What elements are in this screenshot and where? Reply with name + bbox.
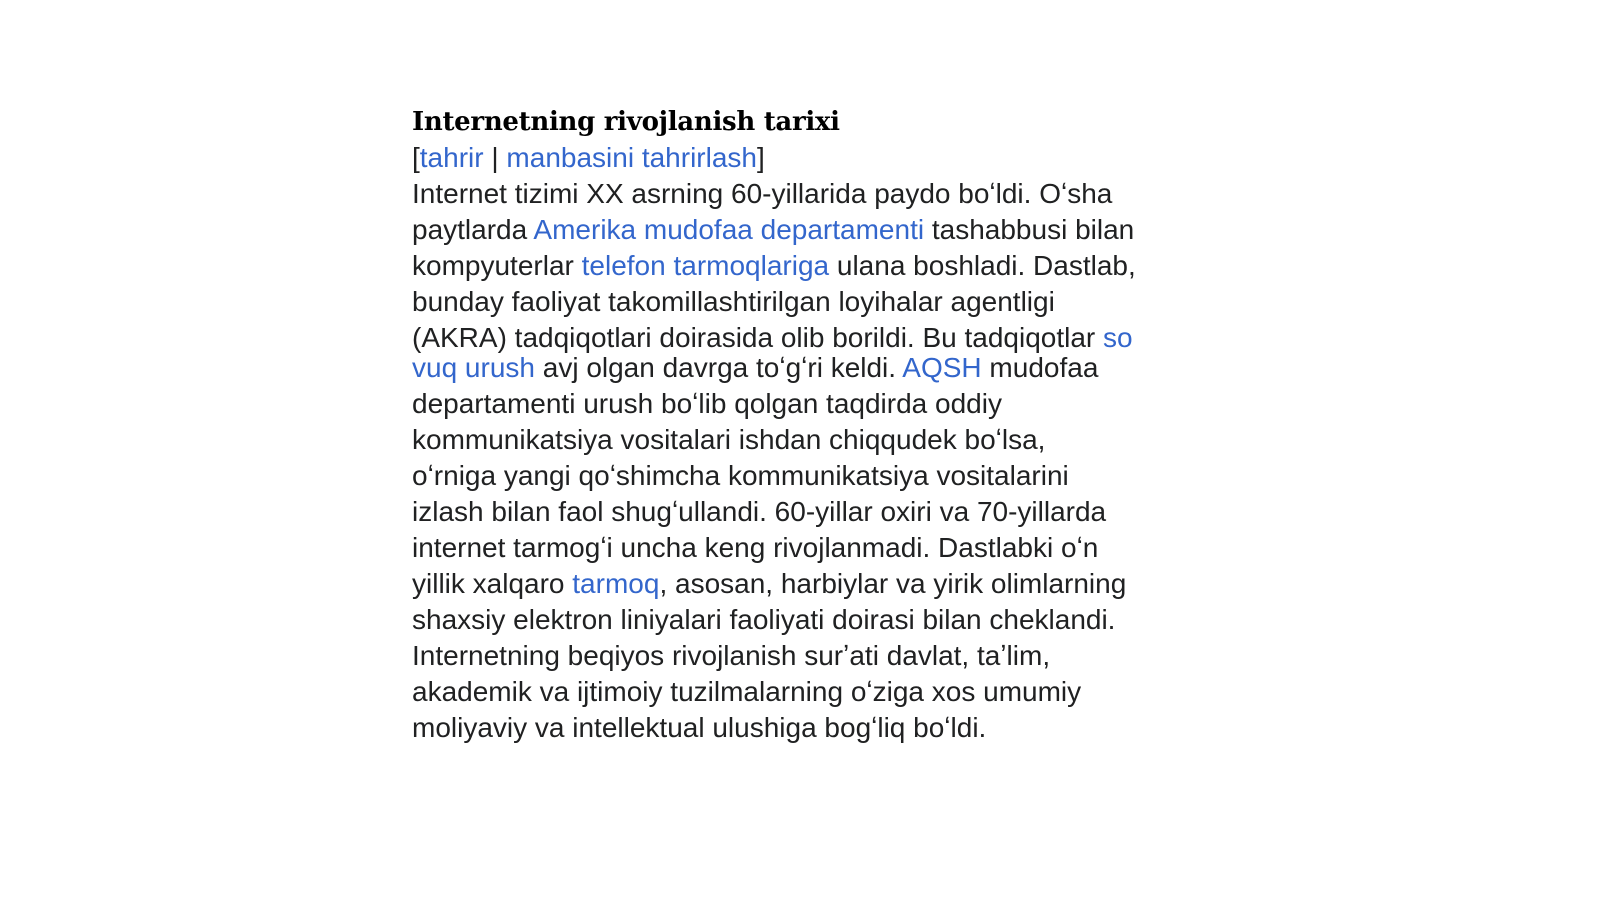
- text-run: yillik xalqaro: [412, 568, 573, 599]
- text-run: shaxsiy elektron liniyalari faoliyati doirasi bilan cheklandi.: [412, 604, 1116, 635]
- link-sovuq-urush-part2[interactable]: vuq urush: [412, 352, 535, 383]
- paragraph-line: [412, 530, 1202, 566]
- paragraph-line: [412, 710, 1202, 746]
- text-run: internet tarmogʻi uncha keng rivojlanmadi. Dastlabki oʻn: [412, 532, 1099, 563]
- text-run: oʻrniga yangi qoʻshimcha kommunikatsiya vositalarini: [412, 460, 1069, 491]
- paragraph-line: [412, 566, 1202, 602]
- edit-link[interactable]: tahrir: [419, 142, 484, 173]
- text-run: mudofaa: [981, 352, 1099, 383]
- paragraph-line: [412, 248, 1202, 284]
- text-run: paytlarda: [412, 214, 534, 245]
- text-run: kompyuterlar: [412, 250, 582, 281]
- text-run: avj olgan davrga toʻgʻri keldi.: [534, 352, 903, 383]
- text-run: (AKRA) tadqiqotlari doirasida olib borildi. Bu tadqiqotlar: [412, 322, 1104, 353]
- link-amerika-mudofaa-departamenti[interactable]: Amerika mudofaa departamenti: [533, 214, 925, 245]
- paragraph-line: [412, 602, 1202, 638]
- paragraph-line: [412, 350, 1202, 386]
- paragraph-line: [412, 176, 1202, 212]
- paragraph-line: [412, 494, 1202, 530]
- text-run: ulana boshladi. Dastlab,: [829, 250, 1136, 281]
- paragraph-line: [412, 674, 1202, 710]
- paragraph-line: [412, 212, 1202, 248]
- text-run: kommunikatsiya vositalari ishdan chiqqudek boʻlsa,: [412, 424, 1046, 455]
- body-paragraph: [412, 176, 1202, 746]
- text-run: bunday faoliyat takomillashtirilgan loyihalar agentligi: [412, 286, 1055, 317]
- link-aqsh[interactable]: AQSH: [902, 352, 982, 383]
- edit-open-bracket: [: [412, 142, 420, 173]
- link-sovuq-urush-part1[interactable]: so: [1103, 322, 1133, 353]
- article-section: [412, 104, 1202, 746]
- edit-section-links: [412, 140, 1202, 176]
- text-run: Internetning beqiyos rivojlanish surʼati davlat, taʼlim,: [412, 640, 1051, 671]
- paragraph-line: [412, 422, 1202, 458]
- text-run: moliyaviy va intellektual ulushiga bogʻliq boʻldi.: [412, 712, 987, 743]
- text-run: departamenti urush boʻlib qolgan taqdirda oddiy: [412, 388, 1002, 419]
- text-run: , asosan, harbiylar va yirik olimlarning: [659, 568, 1127, 599]
- text-run: Internet tizimi XX asrning 60-yillarida paydo boʻldi. Oʻsha: [412, 178, 1113, 209]
- paragraph-line: [412, 284, 1202, 320]
- text-run: izlash bilan faol shugʻullandi. 60-yillar oxiri va 70-yillarda: [412, 496, 1107, 527]
- paragraph-line: [412, 458, 1202, 494]
- paragraph-line: [412, 638, 1202, 674]
- edit-source-link[interactable]: manbasini tahrirlash: [506, 142, 757, 173]
- section-heading: Internetning rivojlanish tarixi: [412, 107, 840, 137]
- text-run: akademik va ijtimoiy tuzilmalarning oʻziga xos umumiy: [412, 676, 1082, 707]
- edit-separator: |: [483, 142, 507, 173]
- link-telefon-tarmoqlariga[interactable]: telefon tarmoqlariga: [581, 250, 830, 281]
- edit-close-bracket: ]: [757, 142, 765, 173]
- link-tarmoq[interactable]: tarmoq: [572, 568, 660, 599]
- paragraph-line: [412, 386, 1202, 422]
- text-run: tashabbusi bilan: [924, 214, 1135, 245]
